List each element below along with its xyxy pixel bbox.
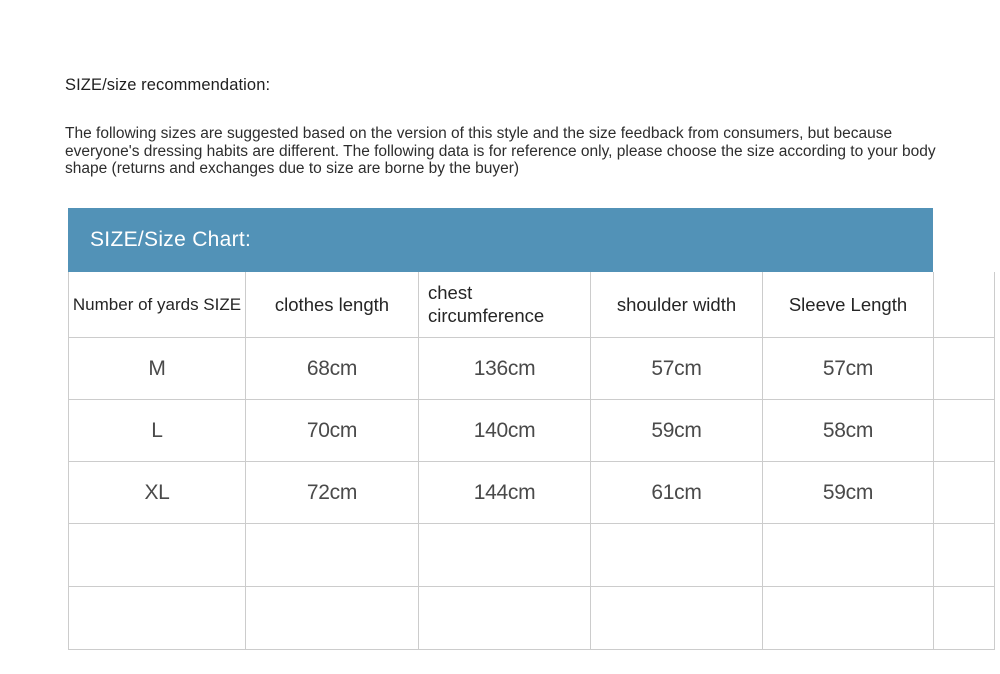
value-cell: 58cm <box>763 400 934 462</box>
empty-cell <box>934 338 995 400</box>
value-cell: 140cm <box>419 400 591 462</box>
size-cell: XL <box>69 462 246 524</box>
table-row-xl <box>69 462 995 524</box>
column-header-clothes-length: clothes length <box>246 272 419 338</box>
empty-cell <box>934 587 995 650</box>
empty-cell <box>419 587 591 650</box>
empty-cell <box>246 587 419 650</box>
empty-cell <box>419 524 591 587</box>
chart-title-bar <box>68 208 933 272</box>
value-cell: 57cm <box>591 338 763 400</box>
table-row-empty <box>69 524 995 587</box>
header-row <box>69 272 995 338</box>
size-cell: M <box>69 338 246 400</box>
table-row-empty <box>69 587 995 650</box>
value-cell: 70cm <box>246 400 419 462</box>
empty-cell <box>591 524 763 587</box>
value-cell: 57cm <box>763 338 934 400</box>
value-cell: 61cm <box>591 462 763 524</box>
value-cell: 136cm <box>419 338 591 400</box>
empty-cell <box>246 524 419 587</box>
empty-cell <box>69 524 246 587</box>
value-cell: 59cm <box>591 400 763 462</box>
column-header-shoulder-width: shoulder width <box>591 272 763 338</box>
column-header-size: Number of yards SIZE <box>69 272 246 338</box>
chart-title: SIZE/Size Chart: <box>90 228 252 251</box>
page-title: SIZE/size recommendation: <box>65 76 271 94</box>
empty-cell <box>934 400 995 462</box>
column-header-sleeve-length: Sleeve Length <box>763 272 934 338</box>
empty-cell <box>934 524 995 587</box>
table-row-m <box>69 338 995 400</box>
column-header-empty <box>934 272 995 338</box>
size-cell: L <box>69 400 246 462</box>
empty-cell <box>763 587 934 650</box>
empty-cell <box>591 587 763 650</box>
size-description: The following sizes are suggested based on the version of this style and the size feedback from consumers, but because everyone's dressing habits are different. The following data is for reference only, please choose the size according to your body shape (returns and exchanges due to size are borne by the buyer) <box>65 125 936 177</box>
value-cell: 144cm <box>419 462 591 524</box>
size-chart-table <box>68 272 995 650</box>
empty-cell <box>934 462 995 524</box>
value-cell: 72cm <box>246 462 419 524</box>
table-row-l <box>69 400 995 462</box>
empty-cell <box>69 587 246 650</box>
value-cell: 59cm <box>763 462 934 524</box>
value-cell: 68cm <box>246 338 419 400</box>
column-header-chest-circumference: chest circumference <box>419 272 591 338</box>
empty-cell <box>763 524 934 587</box>
